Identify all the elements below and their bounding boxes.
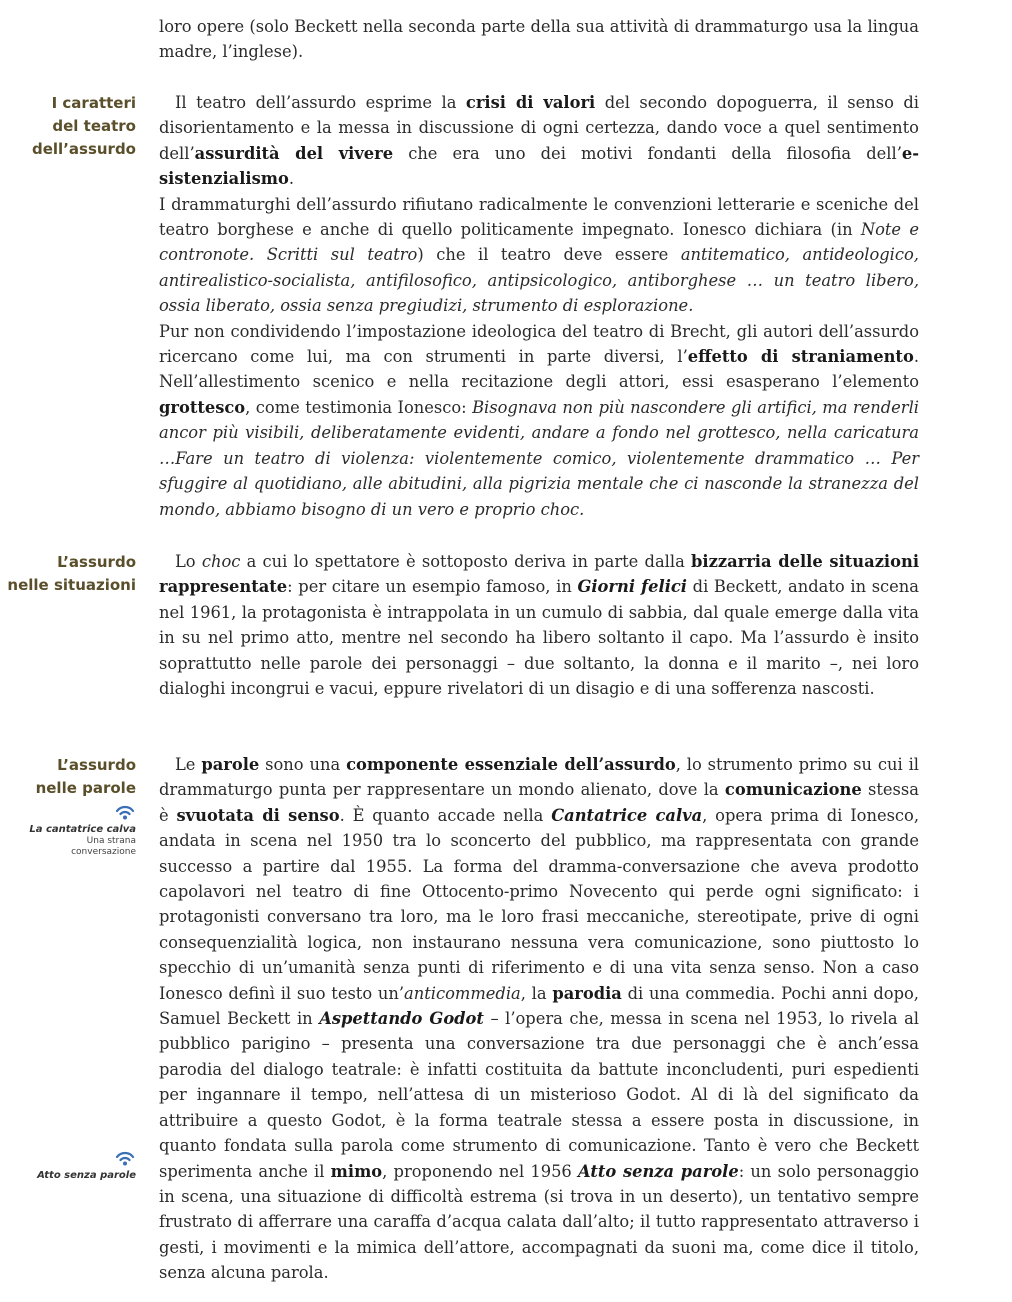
paragraph: Le parole sono una componente essenziale dell’assurdo, lo strumento primo su cui il drammaturgo punta per rappresentare un mondo alienato, dove la comunicazione stessa è svuotata di senso. È quanto accade nella Cantatrice calva, opera prima di Ionesco, andata in scena nel 1950 tra lo sconcerto del pubblico, ma rappresentata con grande successo a partire dal 1955. La forma del dramma-conversazione che aveva prodotto capolavori nel teatro di fine Ottocento-primo Novecento qui perde ogni significato: i protagonisti conversano tra loro, ma le loro frasi meccaniche, stereotipate, prive di ogni consequenzialità logica, non instaurano nessuna vera comunicazione, sono piuttosto lo specchio di un’umanità senza punti di riferimento e di una vita senza senso. Non a caso Ionesco definì il suo testo un’anticommedia, la parodia di una commedia. Pochi anni dopo, Samuel Beckett in Aspettando Godot – l’opera che, messa in scena nel 1953, lo rivela al pubblico parigino – presenta una conversazione tra due personaggi che è anch’essa parodia del dialogo teatrale: è infatti costituita da battute inconcludenti, puri espedienti per ingannare il tempo, nell’attesa di un misterioso Godot. Al di là del significato da attribuire a questo Godot, è la forma teatrale stessa a essere posta in discussione, in quanto fondata sulla parola come strumento di comunicazione. Tanto è vero che Beckett sperimenta anche il mimo, proponendo nel 1956 Atto senza parole: un solo personaggio in scena, una situazione di difficoltà estrema (si trova in un deserto), un tentativo sempre frustrato di afferrare una caraffa d’acqua calata dall’alto; il tutto rappresentato attraverso i gesti, i movimenti e la mimica dell’attore, accompagnati da suoni ma, come dice il titolo, senza alcuna parola. <box>159 755 920 1283</box>
section-parole <box>159 752 919 1286</box>
intro-text <box>159 14 919 65</box>
intro-paragraph: loro opere (solo Beckett nella seconda parte della sua attività di drammaturgo usa la lingua madre, l’inglese). <box>159 17 919 62</box>
paragraph: Pur non condividendo l’impostazione ideologica del teatro di Brecht, gli autori dell’assurdo ricercano come lui, ma con strumenti in parte diversi, l’effetto di straniamento. Nell’allestimento scenico e nella recitazione degli attori, essi esasperano l’elemento grottesco, come testimonia Ionesco: Bisognava non più nascondere gli artifici, ma renderli ancor più visibili, deliberatamente evidenti, andare a fondo nel grottesco, nella caricatura …Fare un teatro di violenza: violentemente comico, violentemente drammatico … Per sfuggire al quotidiano, alle abitudini, alla pigrizia mentale che ci nasconde la stranezza del mondo, abbiamo bisogno di un vero e proprio choc. <box>159 321 920 519</box>
paragraph: I drammaturghi dell’assurdo rifiutano radicalmente le convenzioni letterarie e sceniche del teatro borghese e anche di quello politicamente impegnato. Ionesco dichiara (in Note e contronote. Scritti sul teatro) che il teatro deve essere antitematico, antideologico, antirealistico-socialista, antifilosofico, antipsicologico, antiborghese … un teatro libero, ossia liberato, ossia senza pregiudizi, strumento di esplorazione. <box>159 194 919 316</box>
side-title-line: nelle parole <box>35 779 136 797</box>
side-title-situazioni <box>7 551 136 597</box>
audio-resource-cantatrice[interactable] <box>29 804 136 858</box>
audio-subtitle: conversazione <box>71 847 136 857</box>
side-title-parole <box>36 754 136 800</box>
section-situazioni <box>159 549 919 701</box>
audio-subtitle: Una strana <box>86 836 136 846</box>
paragraph: Il teatro dell’assurdo esprime la crisi di valori del secondo dopoguerra, il senso di disorientamento e la messa in discussione di ogni certezza, dando voce a quel sentimento dell’assurdità del vivere che era uno dei motivi fondanti della filosofia dell’esistenzialismo. <box>159 93 919 189</box>
side-title-line: del teatro <box>52 117 136 135</box>
audio-title: Atto senza parole <box>37 1170 136 1181</box>
section-caratteri <box>159 90 919 522</box>
audio-resource-atto[interactable] <box>37 1150 136 1182</box>
audio-wave-icon <box>114 804 136 820</box>
side-title-line: L’assurdo <box>57 553 136 571</box>
audio-wave-icon <box>114 1150 136 1166</box>
side-title-caratteri <box>32 92 136 161</box>
audio-title: La cantatrice calva <box>29 824 136 835</box>
side-title-line: L’assurdo <box>57 756 136 774</box>
side-title-line: dell’assurdo <box>32 140 136 158</box>
side-title-line: I caratteri <box>51 94 136 112</box>
side-title-line: nelle situazioni <box>7 576 136 594</box>
paragraph: Lo choc a cui lo spettatore è sottoposto deriva in parte dalla bizzarria delle situazioni rappresentate: per citare un esempio famoso, in Giorni felici di Beckett, andato in scena nel 1961, la protagonista è intrappolata in un cumulo di sabbia, dal quale emerge dalla vita in su nel primo atto, mentre nel secondo ha libero soltanto il capo. Ma l’assurdo è insito soprattutto nelle parole dei personaggi – due soltanto, la donna e il marito –, nei loro dialoghi incongrui e vacui, eppure rivelatori di un disagio e di una sofferenza nascosti. <box>159 552 920 699</box>
